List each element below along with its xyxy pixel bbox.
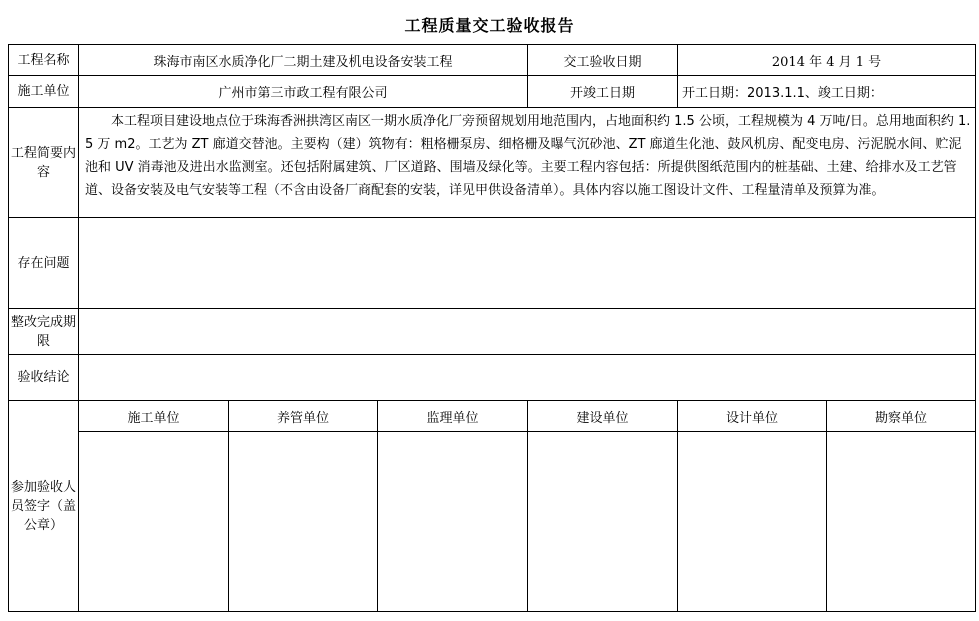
project-name-label: 工程名称	[9, 45, 79, 76]
summary-text[interactable]: 本工程项目建设地点位于珠海香洲拱湾区南区一期水质净化厂旁预留规划用地范围内，占地面积约 1.5 公顷，工程规模为 4 万吨/日。总用地面积约 1.5 万 m2。工艺为 ZT 廊道交替池。主要构（建）筑物有：粗格栅泵房、细格栅及曝气沉砂池、ZT 廊道生化池、鼓风机房、配变电房、污泥脱水间、贮泥池和 UV 消毒池及进出水监测室。还包括附属建筑、厂区道路、围墙及绿化等。主要工程内容包括：所提供图纸范围内的桩基础、土建、给排水及工艺管道、设备安装及电气安装等工程（不含由设备厂商配套的安装，详见甲供设备清单）。具体内容以施工图设计文件、工程量清单及预算为准。	[79, 108, 976, 218]
conclusion-row	[9, 355, 976, 401]
signature-cell-design[interactable]	[678, 432, 827, 612]
report-title: 工程质量交工验收报告	[404, 16, 575, 35]
signature-cell-survey[interactable]	[827, 432, 976, 612]
signature-cell-contractor[interactable]	[79, 432, 229, 612]
signature-col-design: 设计单位	[678, 401, 827, 432]
issues-label: 存在问题	[9, 218, 79, 309]
signature-col-owner: 建设单位	[528, 401, 678, 432]
issues-row	[9, 218, 976, 309]
deadline-row	[9, 309, 976, 355]
start-finish-date-value[interactable]: 开工日期：2013.1.1、竣工日期：	[678, 76, 976, 108]
signature-cell-maintenance[interactable]	[229, 432, 378, 612]
summary-label: 工程简要内容	[9, 108, 79, 218]
start-finish-date-label: 开竣工日期	[528, 76, 678, 108]
project-name-value[interactable]: 珠海市南区水质净化厂二期土建及机电设备安装工程	[79, 45, 528, 76]
acceptance-date-label: 交工验收日期	[528, 45, 678, 76]
contractor-value[interactable]: 广州市第三市政工程有限公司	[79, 76, 528, 108]
signature-header-row	[9, 401, 976, 432]
contractor-row	[9, 76, 976, 108]
signature-col-contractor: 施工单位	[79, 401, 229, 432]
issues-value[interactable]	[79, 218, 976, 309]
acceptance-date-value[interactable]: 2014 年 4 月 1 号	[678, 45, 976, 76]
summary-row	[9, 108, 976, 218]
deadline-label: 整改完成期限	[9, 309, 79, 355]
signature-cell-owner[interactable]	[528, 432, 678, 612]
signature-area-row	[9, 432, 976, 612]
conclusion-label: 验收结论	[9, 355, 79, 401]
conclusion-value[interactable]	[79, 355, 976, 401]
acceptance-report-table	[8, 44, 976, 612]
contractor-label: 施工单位	[9, 76, 79, 108]
deadline-value[interactable]	[79, 309, 976, 355]
signature-col-survey: 勘察单位	[827, 401, 976, 432]
signature-col-supervision: 监理单位	[378, 401, 528, 432]
signature-cell-supervision[interactable]	[378, 432, 528, 612]
signature-col-maintenance: 养管单位	[229, 401, 378, 432]
project-row	[9, 45, 976, 76]
signature-label: 参加验收人员签字（盖公章）	[9, 401, 79, 612]
